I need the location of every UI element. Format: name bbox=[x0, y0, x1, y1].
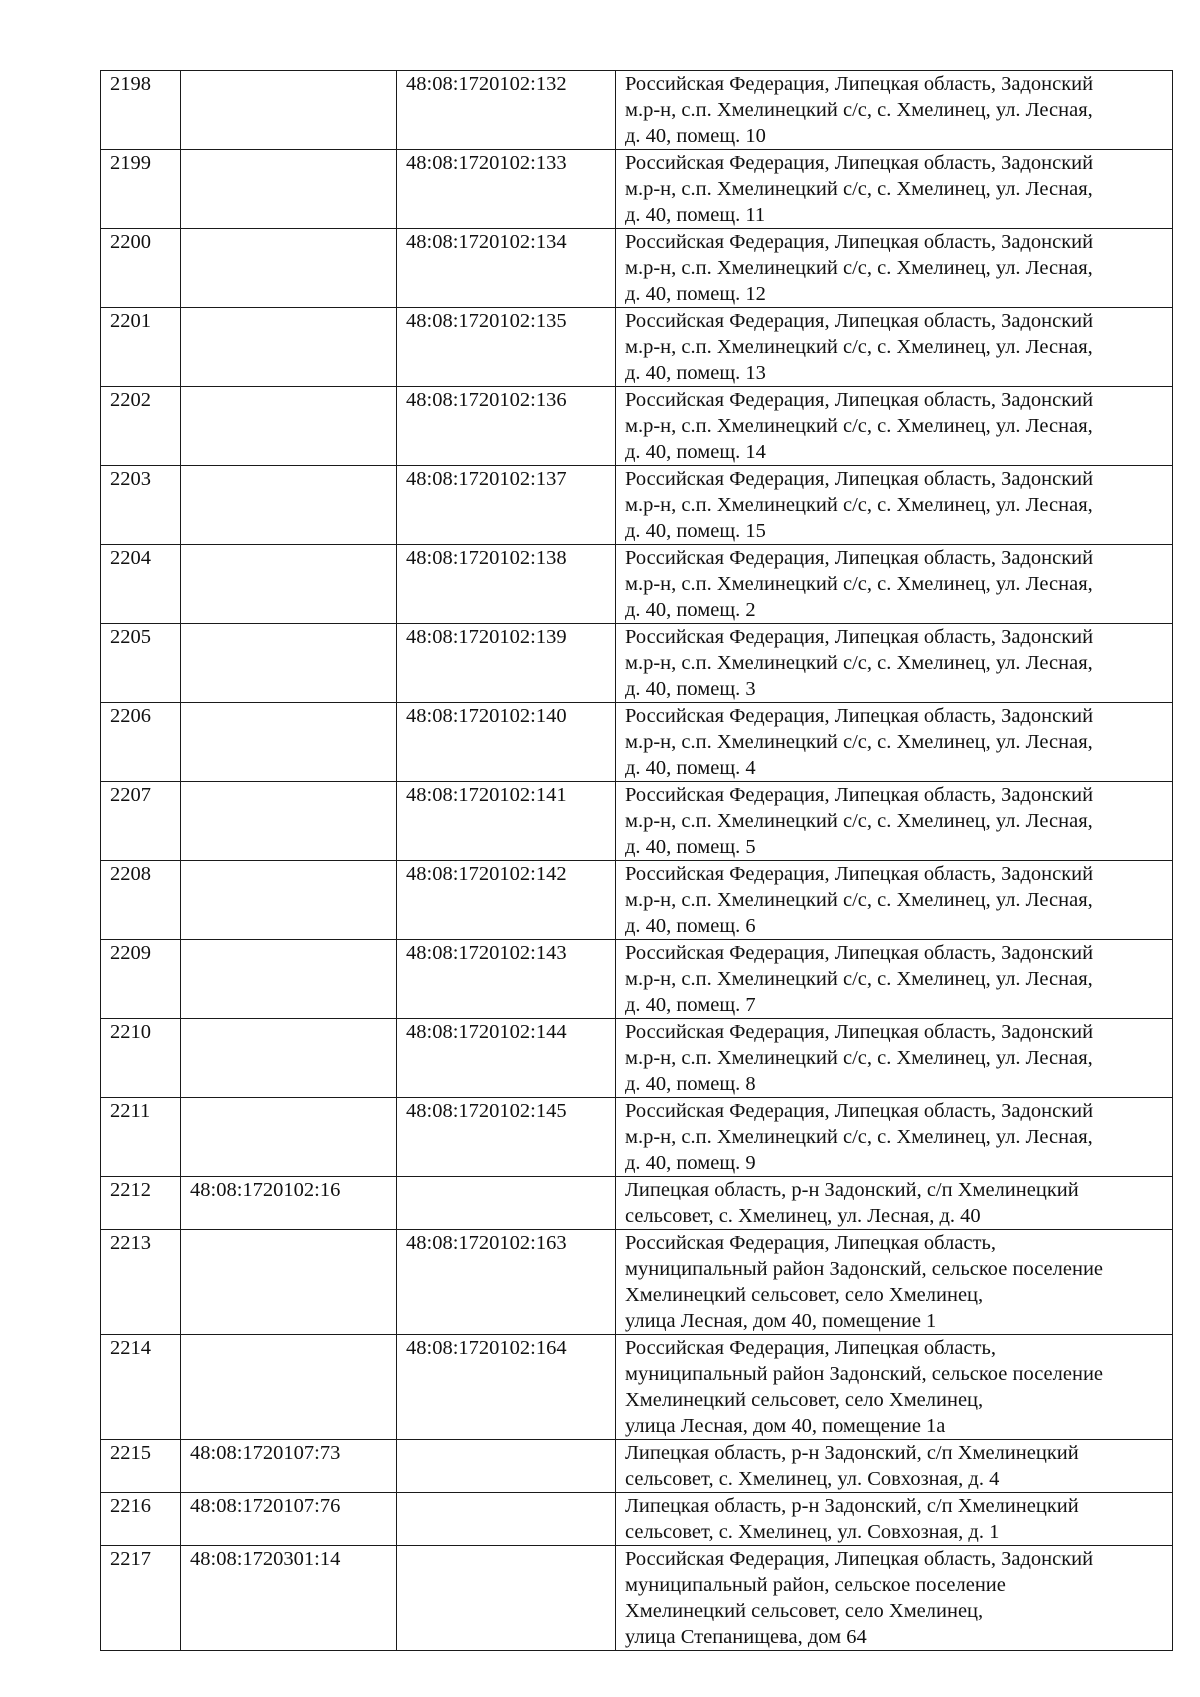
premises-cadastral-number-cell: 48:08:1720102:139 bbox=[397, 624, 616, 703]
table-row bbox=[101, 624, 1173, 703]
table-row bbox=[101, 1019, 1173, 1098]
land-cadastral-number-cell bbox=[181, 150, 397, 229]
row-number-cell: 2212 bbox=[101, 1177, 181, 1230]
land-cadastral-number-cell bbox=[181, 1098, 397, 1177]
address-cell: Российская Федерация, Липецкая область, Задонский м.р-н, с.п. Хмелинецкий с/с, с. Хмелинец, ул. Лесная, д. 40, помещ. 2 bbox=[616, 545, 1173, 624]
address-cell: Липецкая область, р-н Задонский, с/п Хмелинецкий сельсовет, с. Хмелинец, ул. Совхозная, д. 4 bbox=[616, 1440, 1173, 1493]
premises-cadastral-number-cell: 48:08:1720102:137 bbox=[397, 466, 616, 545]
table-row bbox=[101, 229, 1173, 308]
table-row bbox=[101, 1098, 1173, 1177]
premises-cadastral-number-cell: 48:08:1720102:138 bbox=[397, 545, 616, 624]
address-cell: Российская Федерация, Липецкая область, Задонский м.р-н, с.п. Хмелинецкий с/с, с. Хмелинец, ул. Лесная, д. 40, помещ. 10 bbox=[616, 71, 1173, 150]
land-cadastral-number-cell bbox=[181, 387, 397, 466]
land-cadastral-number-cell bbox=[181, 545, 397, 624]
row-number-cell: 2209 bbox=[101, 940, 181, 1019]
address-cell: Российская Федерация, Липецкая область, Задонский м.р-н, с.п. Хмелинецкий с/с, с. Хмелинец, ул. Лесная, д. 40, помещ. 8 bbox=[616, 1019, 1173, 1098]
land-cadastral-number-cell bbox=[181, 229, 397, 308]
row-number-cell: 2217 bbox=[101, 1546, 181, 1651]
table-row bbox=[101, 466, 1173, 545]
premises-cadastral-number-cell: 48:08:1720102:136 bbox=[397, 387, 616, 466]
address-cell: Российская Федерация, Липецкая область, муниципальный район Задонский, сельское поселение Хмелинецкий сельсовет, село Хмелинец, улица Лесная, дом 40, помещение 1а bbox=[616, 1335, 1173, 1440]
address-cell: Российская Федерация, Липецкая область, Задонский м.р-н, с.п. Хмелинецкий с/с, с. Хмелинец, ул. Лесная, д. 40, помещ. 12 bbox=[616, 229, 1173, 308]
premises-cadastral-number-cell bbox=[397, 1493, 616, 1546]
table-row bbox=[101, 861, 1173, 940]
table-row bbox=[101, 1493, 1173, 1546]
address-cell: Российская Федерация, Липецкая область, Задонский м.р-н, с.п. Хмелинецкий с/с, с. Хмелинец, ул. Лесная, д. 40, помещ. 3 bbox=[616, 624, 1173, 703]
row-number-cell: 2207 bbox=[101, 782, 181, 861]
table-row bbox=[101, 308, 1173, 387]
row-number-cell: 2216 bbox=[101, 1493, 181, 1546]
address-cell: Российская Федерация, Липецкая область, Задонский муниципальный район, сельское поселение Хмелинецкий сельсовет, село Хмелинец, улица Степанищева, дом 64 bbox=[616, 1546, 1173, 1651]
address-cell: Российская Федерация, Липецкая область, Задонский м.р-н, с.п. Хмелинецкий с/с, с. Хмелинец, ул. Лесная, д. 40, помещ. 9 bbox=[616, 1098, 1173, 1177]
row-number-cell: 2199 bbox=[101, 150, 181, 229]
premises-cadastral-number-cell: 48:08:1720102:134 bbox=[397, 229, 616, 308]
premises-cadastral-number-cell: 48:08:1720102:140 bbox=[397, 703, 616, 782]
land-cadastral-number-cell bbox=[181, 624, 397, 703]
land-cadastral-number-cell bbox=[181, 940, 397, 1019]
premises-cadastral-number-cell: 48:08:1720102:164 bbox=[397, 1335, 616, 1440]
table-row bbox=[101, 1546, 1173, 1651]
premises-cadastral-number-cell bbox=[397, 1177, 616, 1230]
property-registry-table bbox=[100, 70, 1173, 1651]
address-cell: Липецкая область, р-н Задонский, с/п Хмелинецкий сельсовет, с. Хмелинец, ул. Лесная, д. 40 bbox=[616, 1177, 1173, 1230]
table-row bbox=[101, 703, 1173, 782]
row-number-cell: 2200 bbox=[101, 229, 181, 308]
row-number-cell: 2215 bbox=[101, 1440, 181, 1493]
row-number-cell: 2206 bbox=[101, 703, 181, 782]
address-cell: Российская Федерация, Липецкая область, Задонский м.р-н, с.п. Хмелинецкий с/с, с. Хмелинец, ул. Лесная, д. 40, помещ. 5 bbox=[616, 782, 1173, 861]
table-row bbox=[101, 940, 1173, 1019]
premises-cadastral-number-cell: 48:08:1720102:132 bbox=[397, 71, 616, 150]
land-cadastral-number-cell bbox=[181, 1230, 397, 1335]
land-cadastral-number-cell bbox=[181, 782, 397, 861]
land-cadastral-number-cell bbox=[181, 1019, 397, 1098]
premises-cadastral-number-cell: 48:08:1720102:144 bbox=[397, 1019, 616, 1098]
table-row bbox=[101, 782, 1173, 861]
address-cell: Российская Федерация, Липецкая область, Задонский м.р-н, с.п. Хмелинецкий с/с, с. Хмелинец, ул. Лесная, д. 40, помещ. 14 bbox=[616, 387, 1173, 466]
address-cell: Российская Федерация, Липецкая область, Задонский м.р-н, с.п. Хмелинецкий с/с, с. Хмелинец, ул. Лесная, д. 40, помещ. 15 bbox=[616, 466, 1173, 545]
land-cadastral-number-cell bbox=[181, 71, 397, 150]
premises-cadastral-number-cell: 48:08:1720102:163 bbox=[397, 1230, 616, 1335]
land-cadastral-number-cell bbox=[181, 703, 397, 782]
premises-cadastral-number-cell: 48:08:1720102:143 bbox=[397, 940, 616, 1019]
table-row bbox=[101, 387, 1173, 466]
address-cell: Российская Федерация, Липецкая область, Задонский м.р-н, с.п. Хмелинецкий с/с, с. Хмелинец, ул. Лесная, д. 40, помещ. 11 bbox=[616, 150, 1173, 229]
table-row bbox=[101, 150, 1173, 229]
address-cell: Российская Федерация, Липецкая область, Задонский м.р-н, с.п. Хмелинецкий с/с, с. Хмелинец, ул. Лесная, д. 40, помещ. 7 bbox=[616, 940, 1173, 1019]
land-cadastral-number-cell: 48:08:1720107:73 bbox=[181, 1440, 397, 1493]
table-row bbox=[101, 1335, 1173, 1440]
land-cadastral-number-cell: 48:08:1720102:16 bbox=[181, 1177, 397, 1230]
premises-cadastral-number-cell bbox=[397, 1440, 616, 1493]
land-cadastral-number-cell bbox=[181, 466, 397, 545]
land-cadastral-number-cell bbox=[181, 1335, 397, 1440]
row-number-cell: 2213 bbox=[101, 1230, 181, 1335]
premises-cadastral-number-cell: 48:08:1720102:133 bbox=[397, 150, 616, 229]
address-cell: Российская Федерация, Липецкая область, Задонский м.р-н, с.п. Хмелинецкий с/с, с. Хмелинец, ул. Лесная, д. 40, помещ. 13 bbox=[616, 308, 1173, 387]
row-number-cell: 2210 bbox=[101, 1019, 181, 1098]
address-cell: Липецкая область, р-н Задонский, с/п Хмелинецкий сельсовет, с. Хмелинец, ул. Совхозная, д. 1 bbox=[616, 1493, 1173, 1546]
row-number-cell: 2214 bbox=[101, 1335, 181, 1440]
row-number-cell: 2205 bbox=[101, 624, 181, 703]
address-cell: Российская Федерация, Липецкая область, Задонский м.р-н, с.п. Хмелинецкий с/с, с. Хмелинец, ул. Лесная, д. 40, помещ. 6 bbox=[616, 861, 1173, 940]
address-cell: Российская Федерация, Липецкая область, муниципальный район Задонский, сельское поселение Хмелинецкий сельсовет, село Хмелинец, улица Лесная, дом 40, помещение 1 bbox=[616, 1230, 1173, 1335]
land-cadastral-number-cell bbox=[181, 861, 397, 940]
row-number-cell: 2211 bbox=[101, 1098, 181, 1177]
registry-table-body bbox=[101, 71, 1173, 1651]
land-cadastral-number-cell: 48:08:1720107:76 bbox=[181, 1493, 397, 1546]
row-number-cell: 2208 bbox=[101, 861, 181, 940]
table-row bbox=[101, 71, 1173, 150]
premises-cadastral-number-cell: 48:08:1720102:145 bbox=[397, 1098, 616, 1177]
table-row bbox=[101, 1177, 1173, 1230]
table-row bbox=[101, 1440, 1173, 1493]
row-number-cell: 2203 bbox=[101, 466, 181, 545]
land-cadastral-number-cell bbox=[181, 308, 397, 387]
premises-cadastral-number-cell bbox=[397, 1546, 616, 1651]
premises-cadastral-number-cell: 48:08:1720102:142 bbox=[397, 861, 616, 940]
row-number-cell: 2204 bbox=[101, 545, 181, 624]
table-row bbox=[101, 1230, 1173, 1335]
row-number-cell: 2201 bbox=[101, 308, 181, 387]
row-number-cell: 2202 bbox=[101, 387, 181, 466]
table-row bbox=[101, 545, 1173, 624]
premises-cadastral-number-cell: 48:08:1720102:141 bbox=[397, 782, 616, 861]
land-cadastral-number-cell: 48:08:1720301:14 bbox=[181, 1546, 397, 1651]
address-cell: Российская Федерация, Липецкая область, Задонский м.р-н, с.п. Хмелинецкий с/с, с. Хмелинец, ул. Лесная, д. 40, помещ. 4 bbox=[616, 703, 1173, 782]
row-number-cell: 2198 bbox=[101, 71, 181, 150]
premises-cadastral-number-cell: 48:08:1720102:135 bbox=[397, 308, 616, 387]
